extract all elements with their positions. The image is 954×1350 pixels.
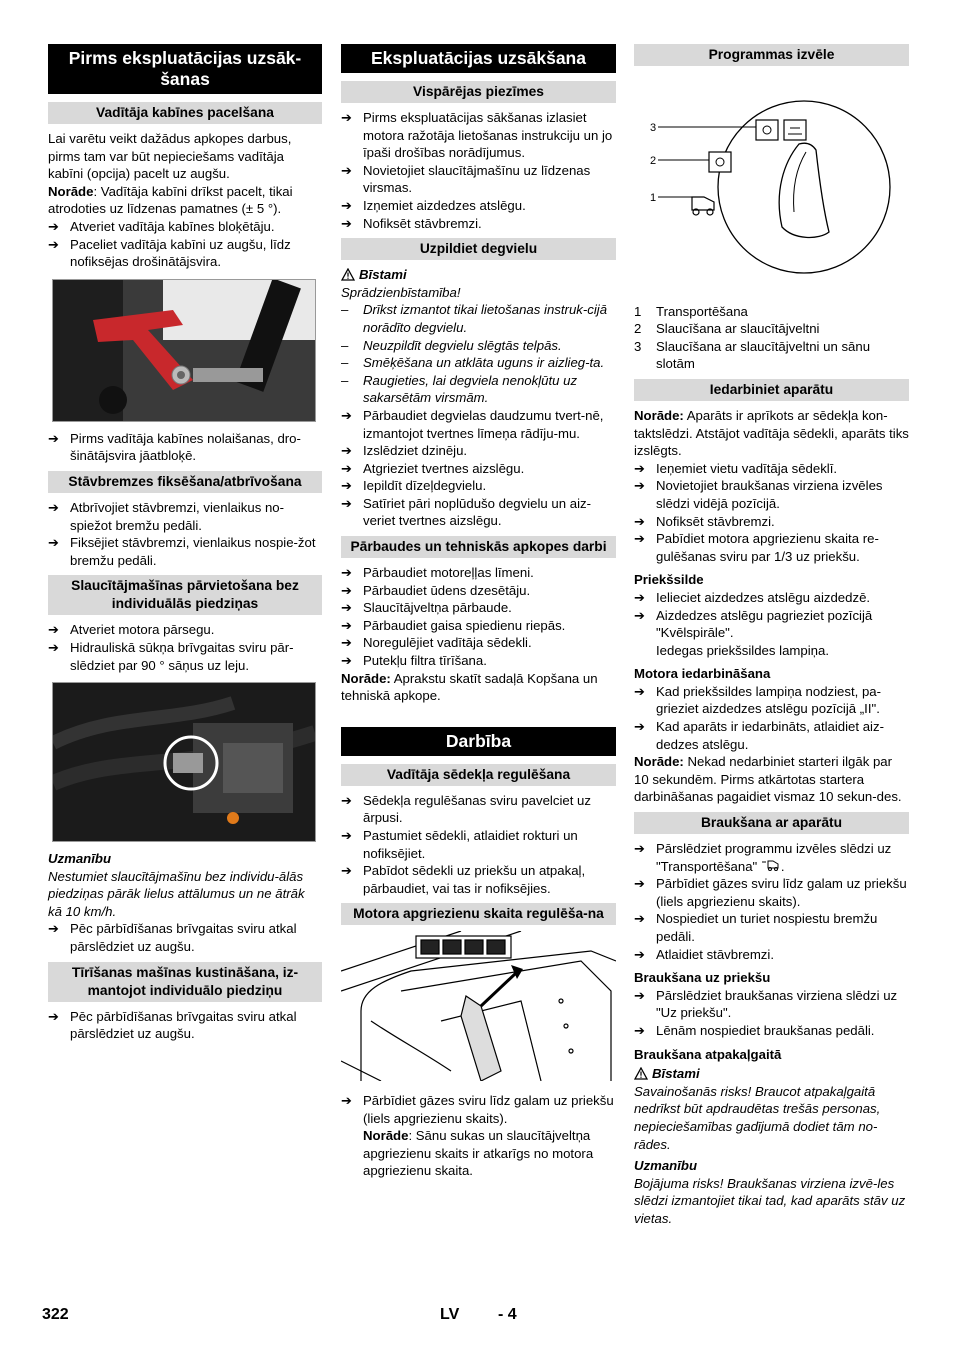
legend-item: 1 Transportēšana (634, 303, 748, 319)
column-3 (634, 44, 909, 1228)
pump-lever-illustration (53, 683, 315, 841)
step-item: ➔ Ielieciet aizdedzes atslēgu aizdedzē. (634, 589, 909, 607)
column-2 (341, 44, 616, 1180)
section-title-operation: Darbība (341, 727, 616, 756)
note-label: Norāde (48, 183, 94, 199)
page-number: 322 (42, 1306, 69, 1323)
step-item: ➔ Kad aparāts ir iedarbināts, atlaidiet aiz-dedzes atslēgu. (634, 718, 909, 753)
step-list (634, 589, 909, 642)
caution-text: Nestumiet slaucītājmašīnu bez individu-ālās piedziņas pārāk lielus attālumus un ne ātrāk kā 10 km/h. (48, 868, 305, 919)
section-title-pre-operation: Pirms ekspluatācijas uzsāk-šanas (48, 44, 322, 94)
heading-engine-speed: Motora apgriezienu skaita regulēša-na (341, 903, 616, 925)
step-item: ➔ Fiksējiet stāvbremzi, vienlaikus nospie-žot bremžu pedāli. (48, 534, 322, 569)
dash-item: – Raugieties, lai degviela nenokļūtu uz sakarsētām virsmām. (341, 372, 616, 407)
step-item: ➔ Lēnām nospiediet braukšanas pedāli. (634, 1022, 909, 1040)
column-1 (48, 44, 322, 1043)
dash-item: – Drīkst izmantot tikai lietošanas instruk-cijā norādīto degvielu. (341, 301, 616, 336)
callout-3: 3 (650, 122, 657, 134)
step-list (341, 564, 616, 670)
step-list (48, 430, 322, 465)
danger-text: Sprādzienbīstamība! (341, 284, 461, 300)
step-item: ➔ Novietojiet slaucītājmašīnu uz līdzenas virsmas. (341, 162, 616, 197)
step-item: ➔ Pirms ekspluatācijas sākšanas izlasiet motora ražotāja lietošanas instrukciju un jo īpaši drošības norādījumus. (341, 109, 616, 162)
step-item: ➔ Pārbaudiet ūdens dzesētāju. (341, 582, 616, 600)
subheading-forward: Braukšana uz priekšu (634, 970, 771, 986)
step-item: ➔ Atveriet motora pārsegu. (48, 621, 322, 639)
step-list (634, 840, 909, 963)
heading-program-select: Programmas izvēle (634, 44, 909, 66)
step-item: ➔ Atbrīvojiet stāvbremzi, vienlaikus no-spiežot bremžu pedāli. (48, 499, 322, 534)
step-list (634, 987, 909, 1040)
dash-list (341, 301, 616, 407)
transport-icon (692, 197, 714, 215)
step-item: ➔ Ieņemiet vietu vadītāja sēdeklī. (634, 460, 909, 478)
step-text: Pārbīdiet gāzes sviru līdz galam uz priekšu (liels apgriezienu skaits). (363, 1092, 614, 1126)
step-list (48, 1008, 322, 1043)
paragraph: Lai varētu veikt dažādus apkopes darbus, pirms tam var būt nepieciešams vadītāja kabīni (opcija) pacelt uz augšu. (48, 131, 292, 182)
section-title-startup: Ekspluatācijas uzsākšana (341, 44, 616, 73)
legend-item: 2 Slaucīšana ar slaucītājveltni (634, 321, 820, 337)
sweep-brush-icon (756, 120, 778, 140)
note-label: Norāde: (634, 407, 684, 423)
program-selector-diagram (634, 72, 909, 297)
note-label: Norāde: (341, 670, 391, 686)
caution-title: Uzmanību (48, 851, 112, 867)
step-item: ➔ Nospiediet un turiet nospiestu bremžu pedāli. (634, 910, 909, 945)
heading-move-without-drive: Slaucītājmašīnas pārvietošana bez individuālās piedziņas (48, 575, 322, 615)
step-list (48, 218, 322, 271)
program-selector-illustration (634, 72, 909, 292)
step-list (48, 920, 322, 955)
step-item: ➔ Nofiksēt stāvbremzi. (341, 215, 616, 233)
language-code: LV (440, 1306, 460, 1323)
step-item: ➔ Pārbaudiet gaisa spiedienu riepās. (341, 617, 616, 635)
throttle-lever-illustration (341, 931, 616, 1081)
step-list (341, 109, 616, 232)
step-item: ➔ Atgrieziet tvertnes aizslēgu. (341, 460, 616, 478)
step-item: ➔ Putekļu filtra tīrīšana. (341, 652, 616, 670)
step-item: ➔ Pirms vadītāja kabīnes nolaišanas, dro-šinātājsvira jāatbloķē. (48, 430, 322, 465)
step-item: ➔ Kad priekšsildes lampiņa nodziest, pa-grieziet aizdedzes atslēgu pozīcijā „II". (634, 683, 909, 718)
subheading-reverse: Braukšana atpakaļgaitā (634, 1046, 782, 1062)
legend-item: 3 Slaucīšana ar slaucītājveltni un sānu slotām (634, 338, 871, 372)
danger-label (341, 266, 616, 284)
step-list (341, 407, 616, 530)
legend-list (634, 303, 909, 373)
step-list (341, 792, 616, 898)
cab-lock-photo (52, 279, 316, 422)
step-item: ➔ Pārslēdziet braukšanas virziena slēdzi uz "Uz priekšu". (634, 987, 909, 1022)
danger-title: Bīstami (652, 1066, 700, 1082)
note (48, 183, 322, 218)
step-item: ➔ Pārslēdziet programmu izvēles slēdzi uz "Transportēšana" . (634, 840, 909, 875)
dash-item: – Smēķēšana un atklāta uguns ir aizlieg-ta. (341, 354, 616, 372)
step-item: ➔ Pēc pārbīdīšanas brīvgaitas sviru atkal pārslēdziet uz augšu. (48, 920, 322, 955)
callout-2: 2 (650, 155, 657, 167)
step-item: ➔ Izņemiet aizdedzes atslēgu. (341, 197, 616, 215)
step-item: ➔ Pārbaudiet degvielas daudzumu tvert-nē, izmantojot tvertnes līmeņa rādīju-mu. (341, 407, 616, 442)
transport-icon (761, 859, 781, 871)
step-item: ➔ Pārbīdiet gāzes sviru līdz galam uz priekšu (liels apgriezienu skaits). (634, 875, 909, 910)
heading-refuel: Uzpildiet degvielu (341, 238, 616, 260)
side-brush-icon (784, 120, 806, 140)
note-label: Norāde (363, 1128, 409, 1144)
warning-triangle-icon (634, 1067, 648, 1080)
subheading-engine-start: Motora iedarbināšana (634, 666, 771, 682)
danger-text: Savainošanās risks! Braucot atpakaļgaitā nedrīkst būt apdraudētas trešās personas, nepieciešamības gadījumā dodiet tām no-rādes. (634, 1083, 881, 1152)
step-list (48, 499, 322, 569)
caution-title: Uzmanību (634, 1158, 698, 1174)
subheading-preheat: Priekšsilde (634, 572, 704, 588)
note-text: : Vadītāja kabīni drīkst pacelt, tikai atrodoties uz līdzenas pamatnes (± 5 °). (48, 183, 293, 217)
note-text: Aparāts ir aprīkots ar sēdekļa kon-taktslēdzi. Atstājot vadītāja sēdekli, aparāts tiks izslēgts. (634, 407, 909, 459)
step-item: ➔ Slaucītājveltņa pārbaude. (341, 599, 616, 617)
heading-driving: Braukšana ar aparātu (634, 812, 909, 834)
note (341, 670, 616, 705)
caution-text: Bojājuma risks! Braukšanas virziena izvē-les slēdzi izmantojiet tikai tad, kad aparāts stāv uz vietas. (634, 1175, 906, 1226)
warning-triangle-icon (341, 268, 355, 281)
step-item: ➔ Izslēdziet dzinēju. (341, 442, 616, 460)
callout-1: 1 (650, 192, 657, 204)
danger-title: Bīstami (359, 267, 407, 283)
step-item: ➔ Pārbaudiet motoreļļas līmeni. (341, 564, 616, 582)
step-item: ➔ Atlaidiet stāvbremzi. (634, 946, 909, 964)
pump-lever-photo (52, 682, 316, 842)
heading-parking-brake: Stāvbremzes fiksēšana/atbrīvošana (48, 471, 322, 493)
plain-line: Iedegas priekšsildes lampiņa. (656, 642, 829, 658)
heading-cab-lift: Vadītāja kabīnes pacelšana (48, 102, 322, 124)
note-text: : Sānu sukas un slaucītājveltņa apgriezienu skaits ir atkarīgs no motora apgriezienu skaita. (363, 1128, 594, 1179)
step-item: ➔ Aizdedzes atslēgu pagrieziet pozīcijā "Kvēlspirāle". (634, 607, 909, 642)
danger-label (634, 1065, 909, 1083)
heading-general-notes: Vispārējas piezīmes (341, 81, 616, 103)
heading-seat-adjust: Vadītāja sēdekļa regulēšana (341, 764, 616, 786)
step-list (634, 683, 909, 753)
step-item: ➔ Iepildīt dīzeļdegvielu. (341, 477, 616, 495)
note-label: Norāde: (634, 754, 684, 770)
step-item: ➔ Pabīdot sēdekli uz priekšu un atpakaļ, pārbaudiet, vai tas ir nofiksējies. (341, 862, 616, 897)
sub-page-number: - 4 (498, 1306, 517, 1323)
step-item: ➔ Paceliet vadītāja kabīni uz augšu, līdz nofiksējas drošinātājsvira. (48, 236, 322, 271)
step-item: ➔ Pabīdiet motora apgriezienu skaita re-gulēšanas sviru par 1/3 uz priekšu. (634, 530, 909, 565)
step-item: ➔ Nofiksēt stāvbremzi. (634, 513, 909, 531)
note-text: Nekad nedarbiniet starteri ilgāk par 10 sekundēm. Pirms atkārtotas startera darbināšanas pagaidiet vismaz 10 sekun-des. (634, 754, 902, 805)
heading-move-with-drive: Tīrīšanas mašīnas kustināšana, iz-mantojot individuālo piedziņu (48, 962, 322, 1002)
step-item (341, 1092, 616, 1180)
step-item: ➔ Hidrauliskā sūkņa brīvgaitas sviru pār-slēdziet par 90 ° sāņus uz leju. (48, 639, 322, 674)
note (634, 407, 909, 460)
step-item: ➔ Noregulējiet vadītāja sēdekli. (341, 634, 616, 652)
step-item: ➔ Pastumiet sēdekli, atlaidiet rokturi un nofiksējiet. (341, 827, 616, 862)
throttle-drawing (341, 931, 616, 1086)
step-list (48, 621, 322, 674)
step-list (634, 460, 909, 566)
note-text: Aprakstu skatīt sadaļā Kopšana un tehniskā apkope. (341, 670, 598, 704)
heading-checks-maintenance: Pārbaudes un tehniskās apkopes darbi (341, 536, 616, 558)
step-item: ➔ Atveriet vadītāja kabīnes bloķētāju. (48, 218, 322, 236)
step-item: ➔ Novietojiet braukšanas virziena izvēles slēdzi vidējā pozīcijā. (634, 477, 909, 512)
dash-item: – Neuzpildīt degvielu slēgtās telpās. (341, 337, 616, 355)
step-list (341, 1092, 616, 1180)
note (634, 753, 909, 806)
sweep-roller-icon (709, 152, 731, 172)
heading-start-machine: Iedarbiniet aparātu (634, 379, 909, 401)
step-item: ➔ Pēc pārbīdīšanas brīvgaitas sviru atkal pārslēdziet uz augšu. (48, 1008, 322, 1043)
cab-lock-illustration (53, 280, 315, 421)
step-item: ➔ Sēdekļa regulēšanas sviru pavelciet uz ārpusi. (341, 792, 616, 827)
step-item: ➔ Satīriet pāri noplūdušo degvielu un aiz-veriet tvertnes aizslēgu. (341, 495, 616, 530)
